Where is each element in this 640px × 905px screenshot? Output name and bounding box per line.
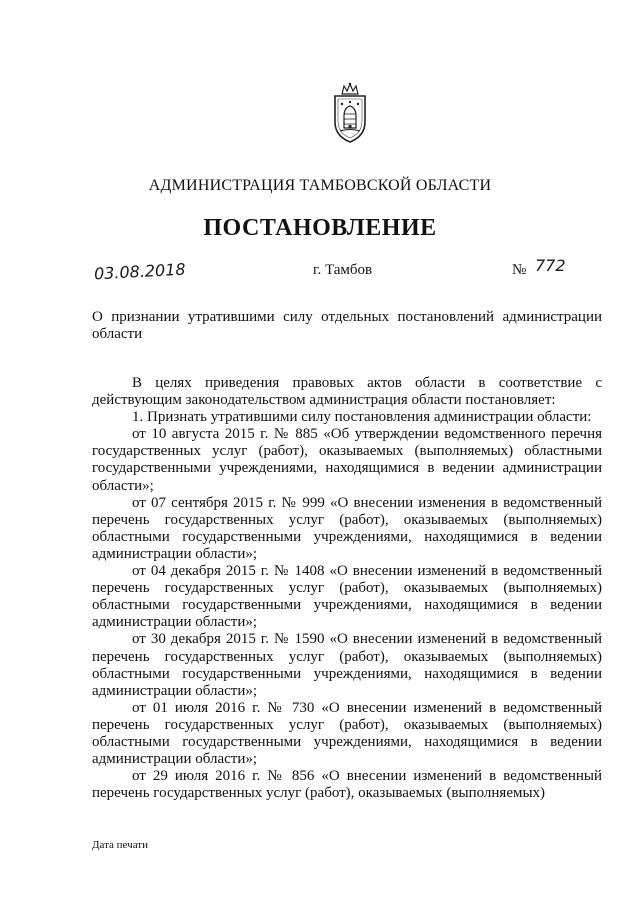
body-paragraph: от 10 августа 2015 г. № 885 «Об утверждении ведомственного перечня государственных услуг (работ), оказываемых (выполняемых) областными государственными учреждениями, находящимися в ведении администрации области»; xyxy=(92,426,602,494)
document-body xyxy=(92,375,602,802)
document-number-handwritten: 772 xyxy=(535,256,566,275)
tambov-coat-of-arms-icon xyxy=(330,82,370,144)
number-label: № xyxy=(512,262,527,278)
body-paragraph: от 30 декабря 2015 г. № 1590 «О внесении изменений в ведомственный перечень государственных услуг (работ), оказываемых (выполняемых) областными государственными учреждениями, находящимися в ведении администрации области»; xyxy=(92,631,602,699)
body-paragraph: от 29 июля 2016 г. № 856 «О внесении изменений в ведомственный перечень государственных услуг (работ), оказываемых (выполняемых) xyxy=(92,768,602,802)
print-date-label: Дата печати xyxy=(92,839,148,851)
body-paragraph: от 01 июля 2016 г. № 730 «О внесении изменений в ведомственный перечень государственных услуг (работ), оказываемых (выполняемых) областными государственными учреждениями, находящимися в ведении администрации области»; xyxy=(92,699,602,768)
body-paragraph: от 04 декабря 2015 г. № 1408 «О внесении изменений в ведомственный перечень государственных услуг (работ), оказываемых (выполняемых) областными государственными учреждениями, находящимися в ведении администрации области»; xyxy=(92,563,602,631)
city-label: г. Тамбов xyxy=(313,262,373,278)
document-type-title: ПОСТАНОВЛЕНИЕ xyxy=(203,215,437,241)
body-paragraph: от 07 сентября 2015 г. № 999 «О внесении изменения в ведомственный перечень государственных услуг (работ), оказываемых (выполняемых) областными государственными учреждениями, находящимися в ведении администрации области»; xyxy=(92,494,602,562)
document-date-handwritten: 03.08.2018 xyxy=(93,259,187,284)
document-subject: О признании утратившими силу отдельных постановлений администрации области xyxy=(92,309,602,342)
organization-name: АДМИНИСТРАЦИЯ ТАМБОВСКОЙ ОБЛАСТИ xyxy=(148,177,492,194)
body-paragraph: 1. Признать утратившими силу постановления администрации области: xyxy=(132,409,592,426)
body-paragraph: В целях приведения правовых актов области в соответствие с действующим законодательством администрация области постановляет: xyxy=(92,375,602,409)
